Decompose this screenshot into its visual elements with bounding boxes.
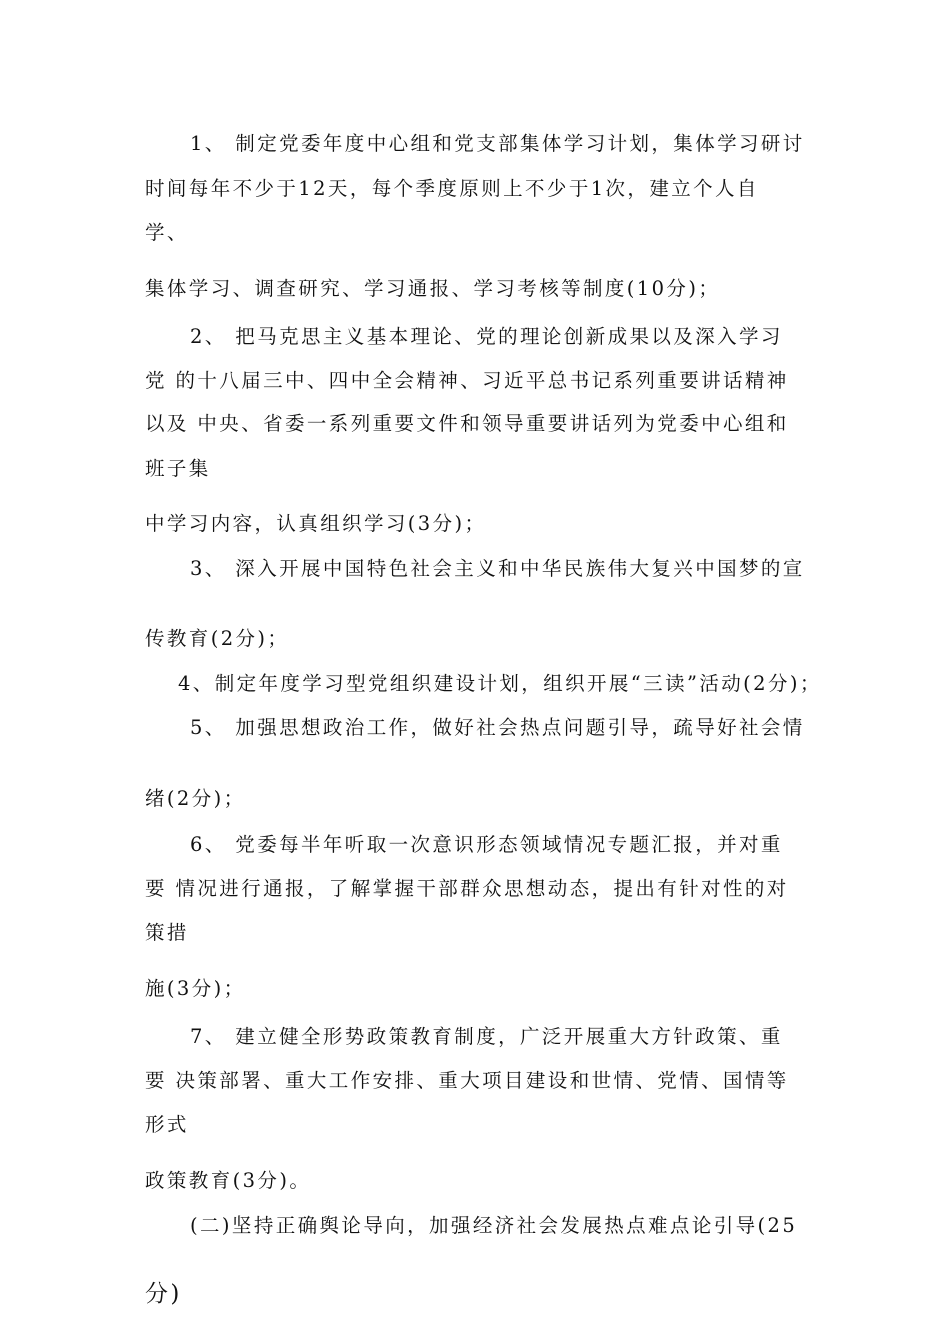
- text-line: 学、: [145, 221, 189, 244]
- text-line: 党 的十八届三中、四中全会精神、习近平总书记系列重要讲话精神: [145, 369, 789, 392]
- text-line: 传教育(2分)；: [145, 627, 290, 650]
- text-line: 5、 加强思想政治工作，做好社会热点问题引导，疏导好社会情: [190, 716, 805, 739]
- text-line: 2、 把马克思主义基本理论、党的理论创新成果以及深入学习: [190, 325, 783, 348]
- text-line: 1、 制定党委年度中心组和党支部集体学习计划，集体学习研讨: [190, 132, 805, 155]
- text-line: 政策教育(3分)。: [145, 1169, 312, 1192]
- text-line: 分): [145, 1281, 182, 1307]
- text-line: 策措: [145, 921, 189, 944]
- text-line: 3、 深入开展中国特色社会主义和中华民族伟大复兴中国梦的宣: [190, 557, 805, 580]
- text-line: 4、制定年度学习型党组织建设计划，组织开展“三读”活动(2分)；: [178, 672, 822, 695]
- text-line: 7、 建立健全形势政策教育制度，广泛开展重大方针政策、重: [190, 1025, 783, 1048]
- text-line: 6、 党委每半年听取一次意识形态领域情况专题汇报，并对重: [190, 833, 783, 856]
- text-line: 以及 中央、省委一系列重要文件和领导重要讲话列为党委中心组和: [145, 412, 789, 435]
- text-line: 班子集: [145, 457, 211, 480]
- text-line: 时间每年不少于12天，每个季度原则上不少于1次，建立个人自: [145, 177, 759, 200]
- text-line: 施(3分)；: [145, 977, 246, 1000]
- text-line: 集体学习、调查研究、学习通报、学习考核等制度(10分)；: [145, 277, 721, 300]
- text-line: 要 情况进行通报，了解掌握干部群众思想动态，提出有针对性的对: [145, 877, 789, 900]
- text-line: 中学习内容，认真组织学习(3分)；: [145, 512, 487, 535]
- text-line: 形式: [145, 1113, 189, 1136]
- text-line: 要 决策部署、重大工作安排、重大项目建设和世情、党情、国情等: [145, 1069, 789, 1092]
- text-line: 绪(2分)；: [145, 787, 246, 810]
- text-line: (二)坚持正确舆论导向，加强经济社会发展热点难点论引导(25: [190, 1214, 798, 1237]
